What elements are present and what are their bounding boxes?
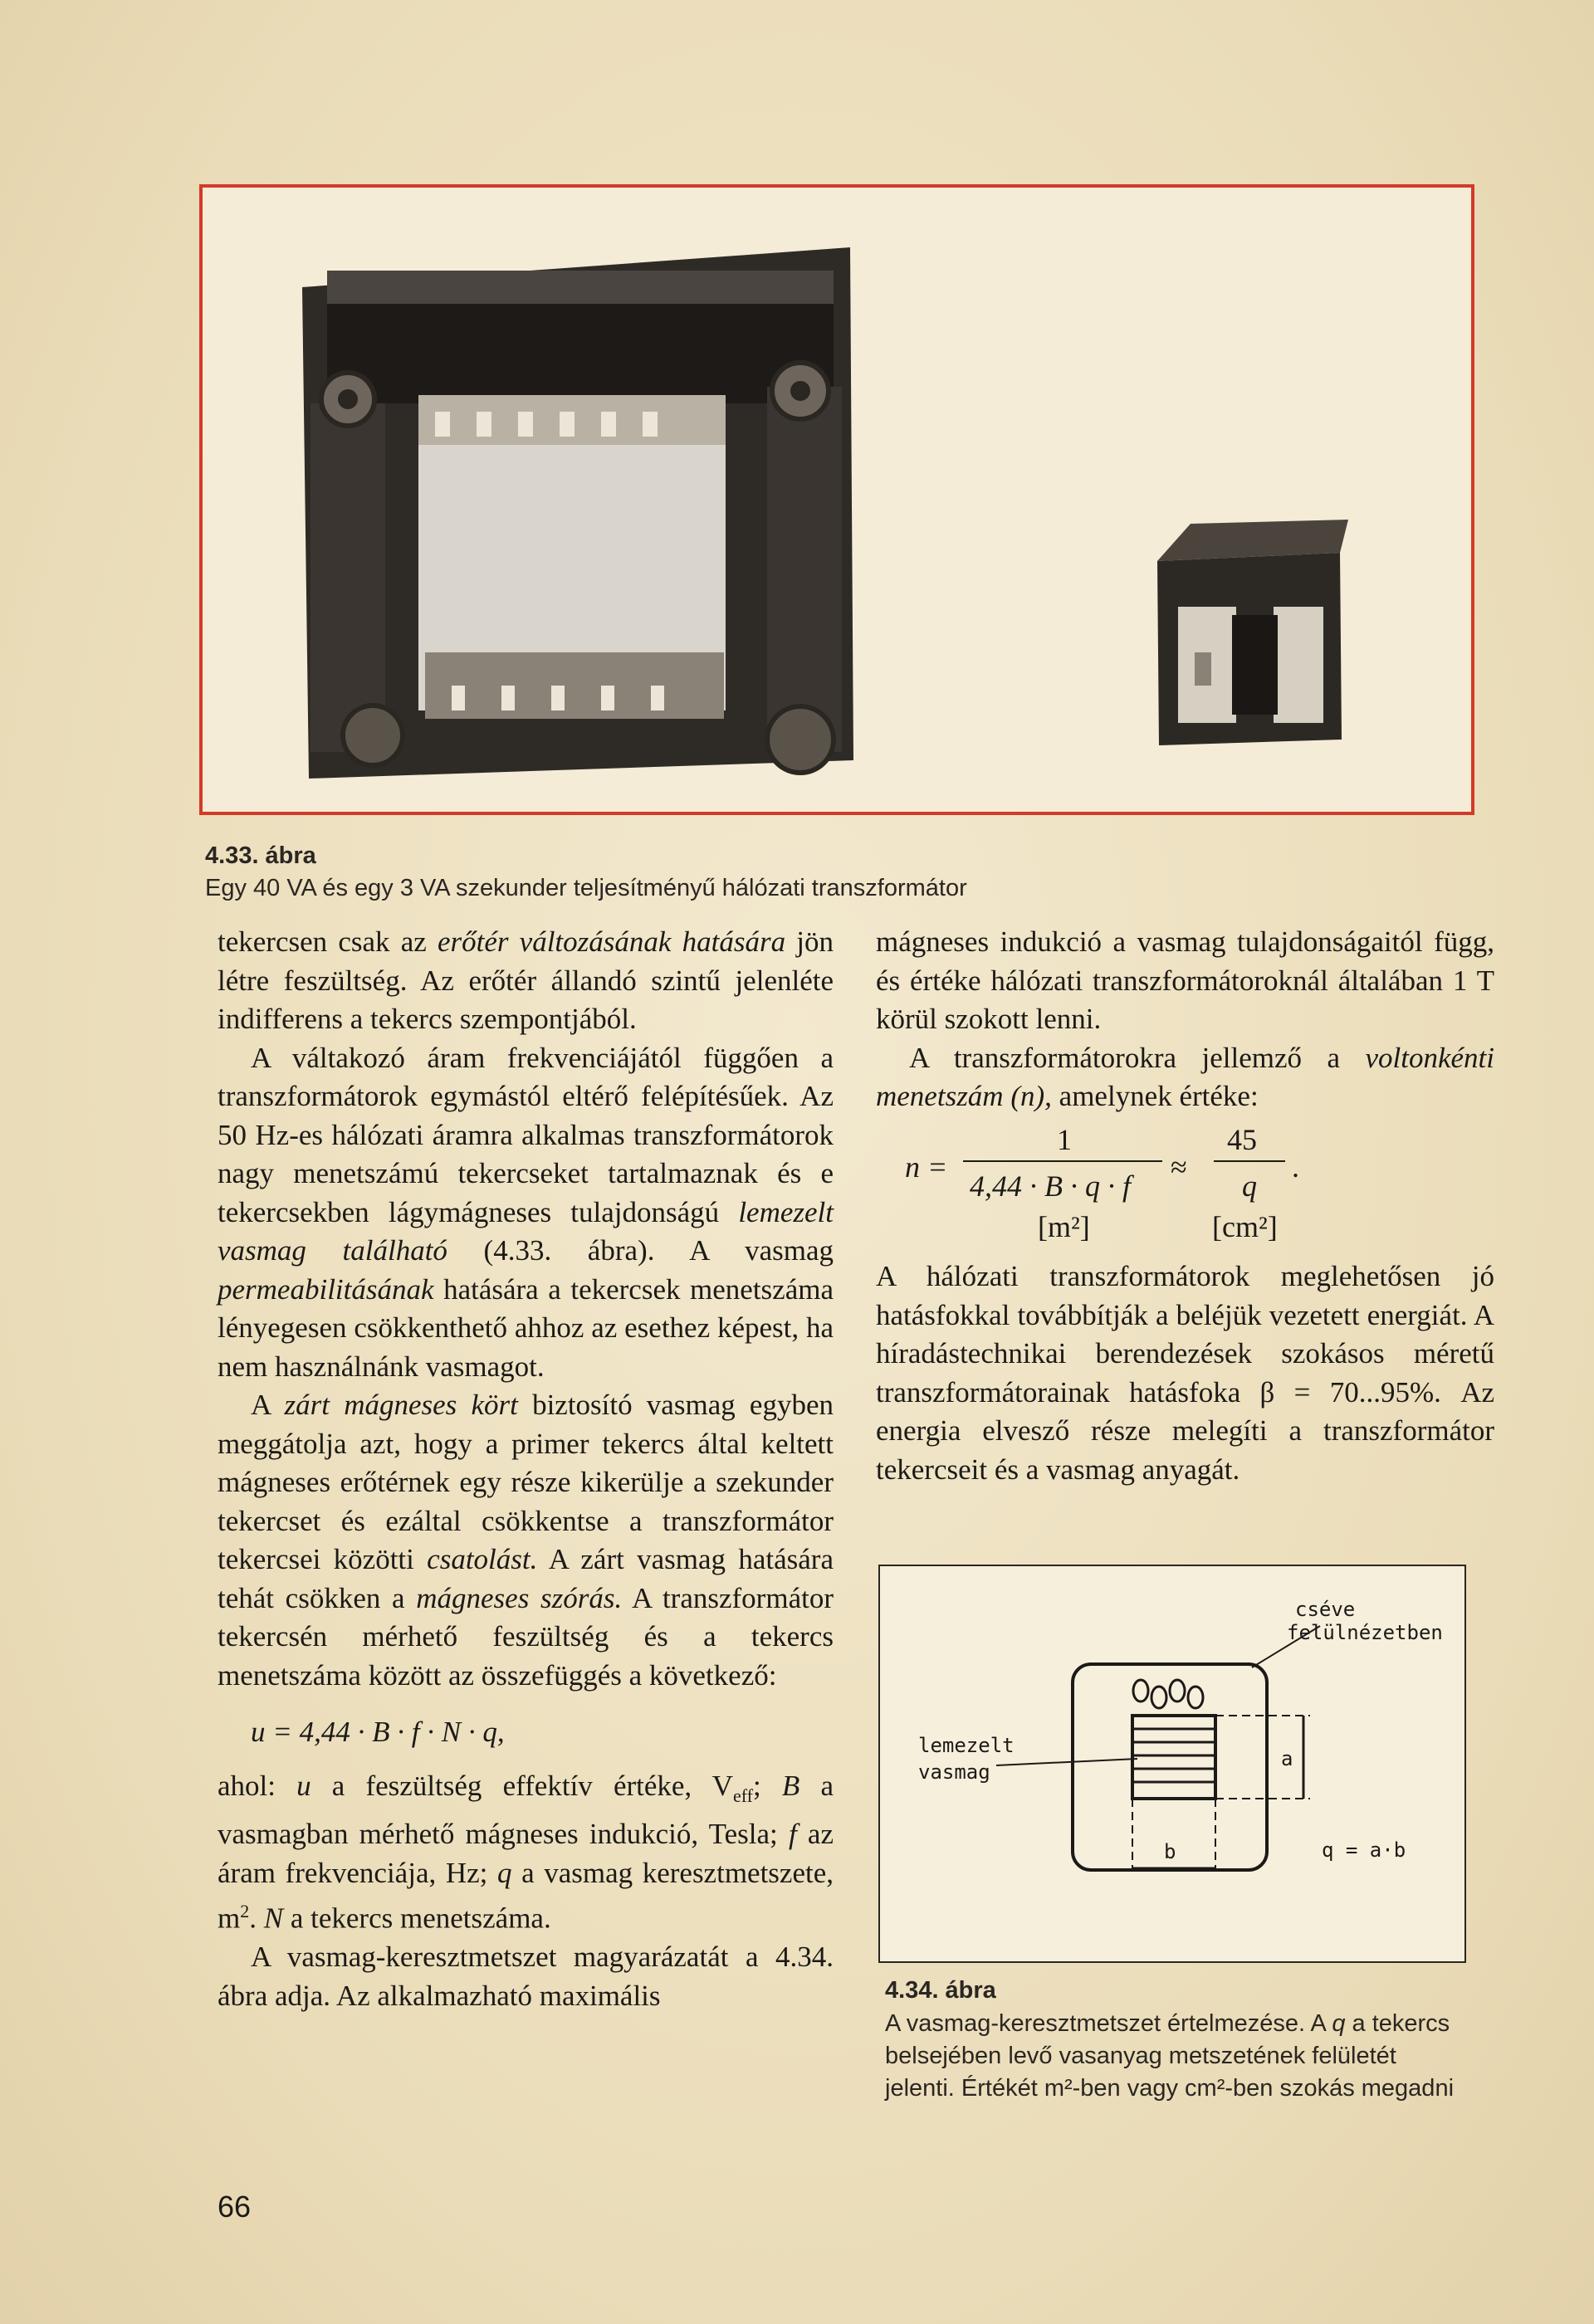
math-symbol: q: [496, 1856, 512, 1889]
formula-unit-1: [m²]: [1038, 1210, 1090, 1243]
emphasis: erőtér változásának hatására: [437, 925, 786, 958]
text-run: Az energia elvesző része melegíti a transzformátor tekercseit és a vasmag anyagát.: [876, 1375, 1494, 1486]
text-run: A transzformátor tekercsén mérhető feszültség és a tekercs menetszáma között az összefüggés a következő:: [218, 1581, 834, 1692]
formula-approx: ≈: [1171, 1150, 1187, 1184]
efficiency-range: β = 70...95%.: [1259, 1375, 1441, 1409]
superscript: 2: [240, 1901, 250, 1921]
emphasis: voltonkénti menetszám (n),: [876, 1041, 1494, 1112]
left-paragraph-1: [218, 923, 834, 1039]
text-run: a tekercs belsejében levő vasanyag metszetének felületét jelenti. Értékét m²-ben vagy cm²-ben szokás megadni: [885, 2010, 1455, 2102]
math-symbol: B: [781, 1769, 800, 1802]
math-symbol: u: [296, 1769, 311, 1802]
voltage-formula: u = 4,44 · B · f · N · q,: [251, 1716, 505, 1748]
subscript: eff: [732, 1784, 754, 1806]
dimension-guides: [1132, 1716, 1310, 1872]
text-run: ahol:: [218, 1769, 297, 1802]
small-transformer-illustration: [1157, 520, 1348, 745]
formula-denominator-1: 4,44 · B · q · f: [970, 1169, 1131, 1203]
emphasis: mágneses szórás.: [416, 1581, 623, 1614]
text-run: (4.33. ábra). A vasmag: [447, 1234, 834, 1267]
right-paragraph-3: [876, 1257, 1494, 1489]
emphasis: lemezelt vasmag található: [218, 1195, 834, 1267]
text-run: A hálózati transzformátorok meglehetősen jó hatásfokkal továbbítják a beléjük vezetett energiát. A híradástechnikai berendezések szokásos méretű transzformátorainak hatásfoka: [876, 1260, 1494, 1409]
text-run: a tekercs menetszáma.: [283, 1902, 551, 1935]
text-run: tekercsen csak az: [218, 925, 438, 958]
text-run: a vasmag keresztmetszete, m: [218, 1856, 834, 1935]
figure-434-label: 4.34. ábra: [885, 1977, 996, 2004]
label-coil-line1: cséve: [1295, 1598, 1356, 1621]
formula-unit-2: [cm²]: [1212, 1210, 1278, 1243]
emphasis: permeabilitásának: [218, 1272, 434, 1306]
transformer-photo: [199, 184, 1474, 815]
right-paragraph-1: mágneses indukció a vasmag tulajdonságaitól függ, és értéke hálózati transzformátoroknál általában 1 T körül szokott lenni.: [876, 925, 1494, 1035]
right-paragraph-2: [876, 1039, 1494, 1116]
figure-434-caption: [885, 1977, 1466, 2105]
math-symbol: f: [788, 1818, 797, 1850]
figure-433-caption: [205, 842, 967, 902]
page-number: 66: [218, 2190, 252, 2224]
label-area-formula: q = a·b: [1322, 1838, 1406, 1862]
label-core-line2: vasmag: [918, 1760, 990, 1784]
core-cross-section-diagram: [878, 1565, 1466, 1963]
large-transformer-illustration: [302, 247, 853, 779]
lamination-lines: [1132, 1729, 1215, 1782]
emphasis: csatolást.: [427, 1543, 538, 1575]
core-leader-line: [996, 1759, 1137, 1765]
text-run: A váltakozó áram frekvenciájától függően a transzformátorok egymástól eltérő felépítésűek. Az 50 Hz-es hálózati áramra alkalmas transzformátorok nagy menetszámú tekercseket tartalmaznak és e tekercsekben lágymágneses tulajdonságú: [218, 1041, 834, 1228]
text-run: A zárt vasmag hatására tehát csökken a: [218, 1543, 834, 1614]
left-column: [218, 923, 834, 2015]
text-run: a vasmagban mérhető mágneses indukció, Tesla;: [218, 1769, 834, 1850]
text-run: hatására a tekercsek menetszáma lényegesen csökkenthető ahhoz az esethez képest, ha nem használnánk vasmagot.: [218, 1272, 834, 1383]
left-paragraph-5: A vasmag-keresztmetszet magyarázatát a 4.34. ábra adja. Az alkalmazható maximális: [218, 1941, 834, 2012]
text-run: jön létre feszültség. Az erőtér állandó szintű jelenléte indifferens a tekercs szempontjából.: [218, 925, 834, 1035]
formula-numerator-2: 45: [1227, 1123, 1257, 1156]
label-dimension-a: a: [1281, 1747, 1293, 1770]
left-paragraph-4: [218, 1767, 834, 1939]
math-symbol: N: [263, 1902, 284, 1935]
label-dimension-b: b: [1164, 1840, 1176, 1863]
label-coil-line2: felülnézetben: [1287, 1621, 1443, 1644]
figure-434-text: [885, 2008, 1466, 2105]
formula-numerator-1: 1: [1057, 1123, 1072, 1156]
text-run: a feszültség effektív értéke, V: [310, 1769, 733, 1802]
text-run: A vasmag-keresztmetszet értelmezése. A: [885, 2010, 1332, 2037]
dimension-arrows: [1132, 1716, 1303, 1868]
left-paragraph-2: [218, 1039, 834, 1387]
emphasis: zárt mágneses kört: [284, 1389, 518, 1421]
text-run: ;: [753, 1769, 782, 1802]
left-paragraph-3: [218, 1386, 834, 1695]
winding-turns: [1133, 1680, 1203, 1708]
fraction-bar-1: [963, 1160, 1162, 1162]
core-cross-section-drawing: [880, 1566, 1464, 1961]
label-core-line1: lemezelt: [918, 1734, 1015, 1757]
text-run: .: [249, 1902, 264, 1935]
text-run: A transzformátorokra jellemző a: [909, 1041, 1366, 1074]
math-symbol: q: [1332, 2010, 1346, 2037]
text-run: amelynek értéke:: [1051, 1080, 1259, 1112]
fraction-bar-2: [1214, 1160, 1285, 1162]
text-run: az áram frekvenciája, Hz;: [218, 1818, 834, 1889]
formula-end: .: [1292, 1150, 1299, 1184]
transformer-photo-illustration: [203, 188, 1471, 812]
formula-lhs: n =: [905, 1150, 948, 1184]
right-column-continued: [876, 1257, 1494, 1489]
figure-433-text: Egy 40 VA és egy 3 VA szekunder teljesítményű hálózati transzformátor: [205, 875, 967, 901]
right-column: [876, 923, 1494, 1116]
formula-denominator-2: q: [1242, 1169, 1257, 1203]
text-run: biztosító vasmag egyben meggátolja azt, hogy a primer tekercs által keltett mágneses erőtérnek egy része kikerülje a szekunder tekercset és ezáltal csökkentse a transzformátor tekercsei közötti: [218, 1389, 834, 1575]
text-run: A: [251, 1389, 285, 1421]
figure-433-label: 4.33. ábra: [205, 842, 316, 869]
